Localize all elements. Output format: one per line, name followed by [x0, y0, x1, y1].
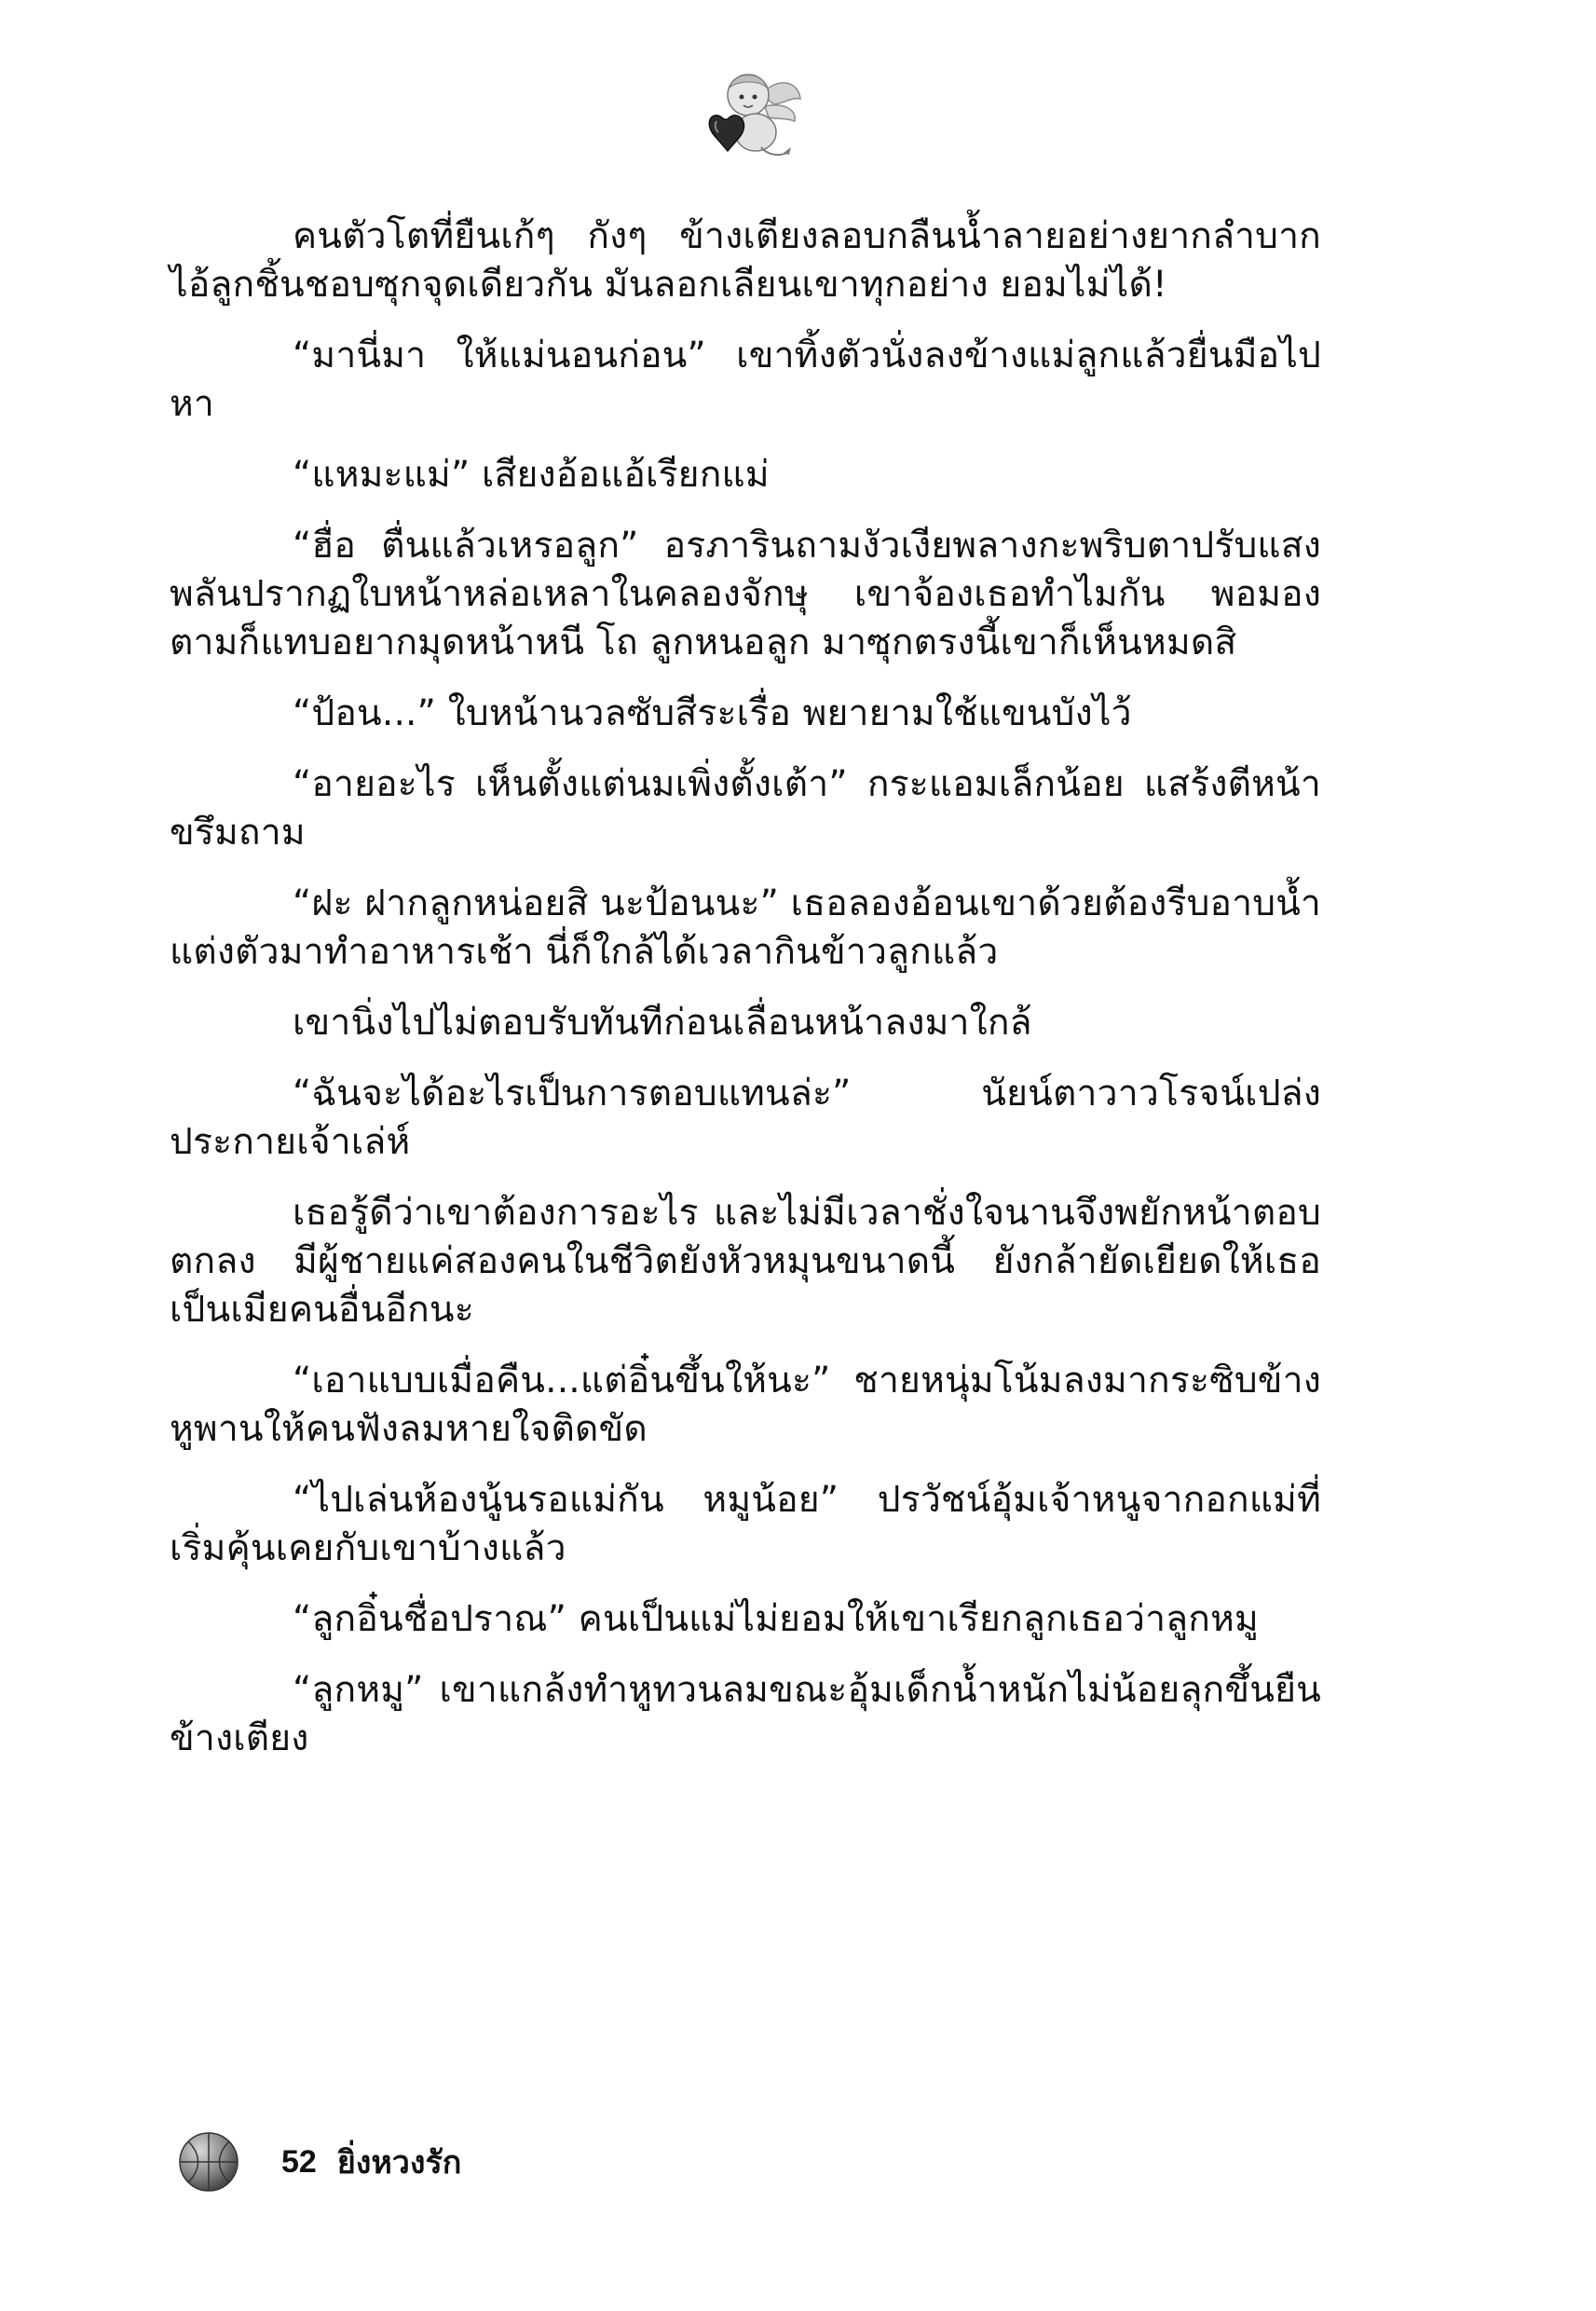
paragraph: “ฉันจะได้อะไรเป็นการตอบแทนล่ะ” นัยน์ตาวาวโรจน์เปล่งประกายเจ้าเล่ห์: [170, 1073, 1321, 1163]
book-title: ยิ่งหวงรัก: [336, 2144, 462, 2181]
page-number: 52: [281, 2143, 317, 2180]
paragraph: เขานิ่งไปไม่ตอบรับทันทีก่อนเลื่อนหน้าลงมาใกล้: [293, 1002, 1032, 1044]
paragraph: “ฝะ ฝากลูกหน่อยสิ นะป้อนนะ” เธอลองอ้อนเขาด้วยต้องรีบอาบน้ำแต่งตัวมาทำอาหารเช้า นี่ก็ใกล้ได้เวลากินข้าวลูกแล้ว: [170, 882, 1321, 973]
paragraph: “มานี่มา ให้แม่นอนก่อน” เขาทิ้งตัวนั่งลงข้างแม่ลูกแล้วยื่นมือไปหา: [170, 335, 1321, 425]
paragraph: “ลูกอิ๋นชื่อปราณ” คนเป็นแม่ไม่ยอมให้เขาเรียกลูกเธอว่าลูกหมู: [293, 1598, 1259, 1640]
page-footer: [177, 2129, 461, 2195]
paragraph: “ป้อน...” ใบหน้านวลซับสีระเรื่อ พยายามใช้แขนบังไว้: [293, 692, 1132, 734]
basketball-icon: [177, 2130, 240, 2194]
paragraph: “เอาแบบเมื่อคืน...แต่อิ๋นขึ้นให้นะ” ชายหนุ่มโน้มลงมากระซิบข้างหูพานให้คนฟังลมหายใจติดขัด: [170, 1360, 1321, 1450]
paragraph: “ไปเล่นห้องนู้นรอแม่กัน หมูน้อย” ปรวัชน์อุ้มเจ้าหนูจากอกแม่ที่เริ่มคุ้นเคยกับเขาบ้างแล้ว: [170, 1479, 1321, 1569]
paragraph: เธอรู้ดีว่าเขาต้องการอะไร และไม่มีเวลาชั่งใจนานจึงพยักหน้าตอบตกลง มีผู้ชายแค่สองคนในชีวิตยังหัวหมุนขนาดนี้ ยังกล้ายัดเยียดให้เธอเป็นเมียคนอื่นอีกนะ: [170, 1192, 1321, 1331]
paragraph: คนตัวโตที่ยืนเก้ๆ กังๆ ข้างเตียงลอบกลืนน้ำลายอย่างยากลำบาก ไอ้ลูกชิ้นชอบซุกจุดเดียวกัน มันลอกเลียนเขาทุกอย่าง ยอมไม่ได้!: [170, 215, 1321, 306]
paragraph: “ฮื่อ ตื่นแล้วเหรอลูก” อรภารินถามงัวเงียพลางกะพริบตาปรับแสง พลันปรากฏใบหน้าหล่อเหลาในคลองจักษุ เขาจ้องเธอทำไมกัน พอมองตามก็แทบอยากมุดหน้าหนี โถ ลูกหนอลูก มาซุกตรงนี้เขาก็เห็นหมดสิ: [170, 525, 1321, 663]
paragraph: “ลูกหมู” เขาแกล้งทำหูทวนลมขณะอุ้มเด็กน้ำหนักไม่น้อยลุกขึ้นยืนข้างเตียง: [170, 1669, 1321, 1759]
story-text: [170, 212, 1321, 1785]
paragraph: “แหมะแม่” เสียงอ้อแอ้เรียกแม่: [293, 454, 770, 496]
cherub-heart-icon: [703, 67, 806, 160]
paragraph: “อายอะไร เห็นตั้งแต่นมเพิ่งตั้งเต้า” กระแอมเล็กน้อย แสร้งตีหน้าขรึมถาม: [170, 763, 1321, 854]
